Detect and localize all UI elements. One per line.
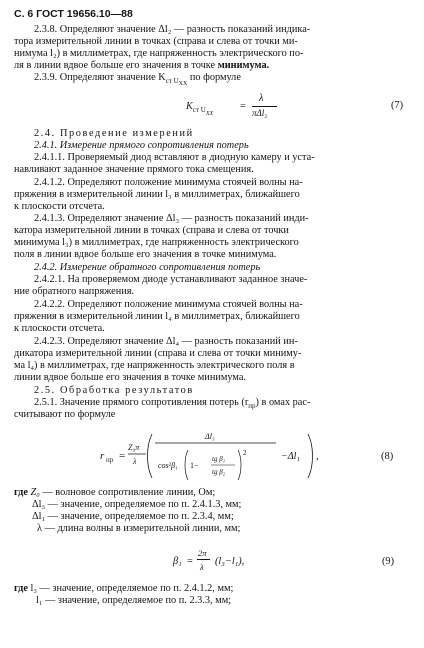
p2421-line2: ние обратного напряжения. [14,286,135,297]
defs9-line2: l₁ — значение, определяемое по п. 2.3.3, мм; [36,595,232,606]
f8-equals: = [119,450,126,462]
f9-fraction-bar [197,559,210,560]
defs9-line1: где l₃ — значение, определяемое по п. 2.4.1.2, мм; [14,583,234,594]
formula-8 [100,428,400,484]
p238-line1: 2.3.8. Определяют значение Δl₂ — разность показаний индика- [34,24,311,35]
defs8-line4: λ — длина волны в измерительной линии, мм; [37,523,241,534]
s25-title: 2.5. Обработка результатов [34,385,194,396]
f7-equals: = [240,101,246,112]
f8-number: (8) [381,451,394,462]
f9-number: (9) [382,556,395,567]
f8-paren-left [148,434,153,478]
f9-equals: = [187,556,193,567]
p2421-line1: 2.4.2.1. На проверяемом диоде устанавливают заданное значе- [34,274,308,285]
f8-paren-inner-left [185,450,188,480]
p2422-line2: пряжения в измерительной линии l₄ в миллиметрах, ближайшего [14,311,300,322]
f9-denominator: λ [200,562,204,572]
f8-cos: cos²β₁ [158,461,178,470]
f8-lhs: r [100,450,105,462]
f8-lhs-sub: пр [106,456,114,464]
p238-line3: нимума l₂) в миллиметрах, где напряженность электрического по- [14,48,304,59]
p2413-line1: 2.4.1.3. Определяют значение Δl₃ — разность показаний инди- [34,213,309,224]
defs8-line3: Δl₁ — значение, определяемое по п. 2.3.4, мм; [32,511,234,522]
f8-z0pi: Z₀π [128,443,140,452]
p2412-line3: к плоскости отсчета. [14,201,105,212]
s241-title: 2.4.1. Измерение прямого сопротивления потерь [34,140,249,151]
p2423-line2: дикатора измерительной линии (справа и слева от точки миниму- [14,348,302,359]
f7-number: (7) [391,100,404,111]
f8-dl3: Δl₃ [205,432,215,441]
f8-comma: , [316,450,319,462]
f8-lambda: λ [133,457,137,466]
p2411-line2: навливают заданное значение прямого тока смещения. [14,164,254,175]
f8-exponent: 2 [243,449,247,457]
p2412-line1: 2.4.1.2. Определяют положение минимума стоячей волны на- [34,177,303,188]
p2413-line4: поля в линии вдвое больше его значения в точке минимума. [14,249,277,260]
f8-paren-inner-right [238,450,241,480]
p2423-line4: линии вдвое больше его значения в точке минимума. [14,372,246,383]
p2423-line3: ма l₄) в миллиметрах, где напряженность электрического поля в [14,360,295,371]
f8-minus-dl1: −Δl₁ [281,451,300,462]
p2422-line1: 2.4.2.2. Определяют положение минимума стоячей волны на- [34,299,303,310]
p2422-line3: к плоскости отсчета. [14,323,105,334]
p239-line1: 2.3.9. Определяют значение $K_{ст UXX}$ по формуле [34,72,241,87]
f9-rhs: (l₃−l₁), [215,556,245,567]
f7-denominator: πΔl₂ [252,108,268,118]
p238-line4: ля в линии вдвое больше его значения в точке минимума. [14,60,270,71]
f7-numerator: λ [259,93,264,104]
s242-title: 2.4.2. Измерение обратного сопротивления потерь [34,262,261,273]
p2412-line2: пряжения в измерительной линии l₃ в миллиметрах, ближайшего [14,189,300,200]
p238-line2: тора измерительной линии в точках (справа и слева от точки ми- [14,36,298,47]
p251-line2: считывают по формуле [14,409,116,420]
f8-paren-right [308,434,313,478]
page-header: С. 6 ГОСТ 19656.10—88 [14,8,133,20]
defs8-line1: где Z₀ — волновое сопротивление линии, Ом; [14,487,216,498]
f8-tg2: tg β₂ [212,468,226,476]
p2423-line1: 2.4.2.3. Определяют значение Δl₄ — разность показаний ин- [34,336,298,347]
f9-lhs: β₁ [173,556,182,567]
p2413-line3: минимума l₃) в миллиметрах, где напряженность электрического [14,237,299,248]
f8-tg1: tg β₁ [212,455,226,463]
p2411-line1: 2.4.1.1. Проверяемый диод вставляют в диодную камеру и уста- [34,152,315,163]
defs8-line2: Δl₃ — значение, определяемое по п. 2.4.1.3, мм; [32,499,242,510]
f7-lhs: $K_{ст UXX}$ [186,101,214,117]
f8-one: 1− [190,461,199,470]
p2413-line2: катора измерительной линии в точках (справа и слева от точки [14,225,289,236]
f9-numerator: 2π [198,548,207,558]
s24-title: 2.4. Проведение измерений [34,128,194,139]
p251-line1: 2.5.1. Значение прямого сопротивления потерь $(r_{пр})$ в омах рас- [34,397,311,411]
